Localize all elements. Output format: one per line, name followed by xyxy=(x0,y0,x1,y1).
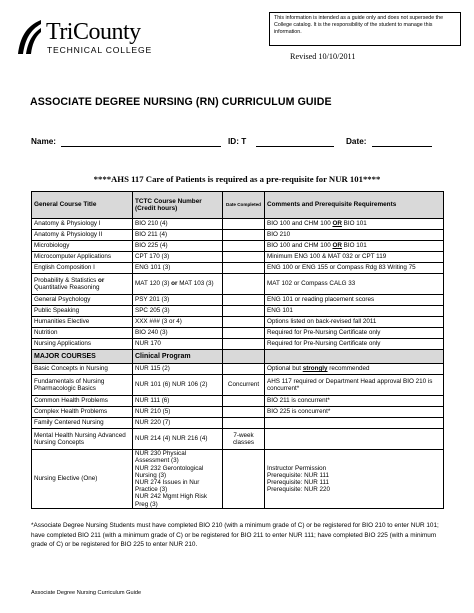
elective-comment: Instructor Permission xyxy=(267,464,327,472)
section-title: MAJOR COURSES xyxy=(32,350,133,364)
comments-cell xyxy=(265,295,444,306)
elective-comment: Prerequisite: NUR 111 xyxy=(267,479,330,487)
nursing-elective-row xyxy=(32,450,444,509)
text-part: strongly xyxy=(302,365,328,373)
date-completed-cell[interactable] xyxy=(223,219,265,230)
date-completed-cell[interactable] xyxy=(223,339,265,350)
header-comments: Comments and Prerequisite Requirements xyxy=(265,192,444,219)
date-label: Date: xyxy=(346,137,367,146)
comments-cell xyxy=(265,219,444,230)
elective-option: NUR 232 Gerontological Nursing (3) xyxy=(135,464,204,479)
course-title: Complex Health Problems xyxy=(32,407,133,418)
comments-cell xyxy=(265,306,444,317)
elective-comments-cell xyxy=(265,450,444,509)
course-number: CPT 170 (3) xyxy=(133,252,223,263)
course-number: SPC 205 (3) xyxy=(133,306,223,317)
text-part: MAT 103 (3) xyxy=(177,280,214,288)
revised-date: Revised 10/10/2011 xyxy=(290,52,356,61)
table-row xyxy=(32,252,444,263)
date-completed-cell[interactable] xyxy=(223,418,265,429)
prerequisite-note: ****AHS 117 Care of Patients is required as a pre-requisite for NUR 101**** xyxy=(93,174,381,184)
course-title: Anatomy & Physiology I xyxy=(32,219,133,230)
course-title: Microcomputer Applications xyxy=(32,252,133,263)
header-date-completed: Date Completed xyxy=(223,192,265,219)
table-row xyxy=(32,219,444,230)
date-completed-cell[interactable] xyxy=(223,306,265,317)
comments-cell xyxy=(265,429,444,450)
course-title: Common Health Problems xyxy=(32,396,133,407)
comments-cell xyxy=(265,375,444,396)
comments-cell xyxy=(265,328,444,339)
text-part: or xyxy=(171,280,178,288)
elective-comment: Prerequisite: NUR 111 xyxy=(267,471,330,479)
table-row xyxy=(32,241,444,252)
text-part: recommended xyxy=(327,365,370,373)
logo-subtitle: TECHNICAL COLLEGE xyxy=(47,45,152,55)
name-field[interactable] xyxy=(61,146,221,147)
table-row xyxy=(32,339,444,350)
course-number: BIO 210 (4) xyxy=(133,219,223,230)
elective-comment: Prerequisite: NUR 220 xyxy=(267,486,330,494)
course-title: Anatomy & Physiology II xyxy=(32,230,133,241)
comments-cell xyxy=(265,396,444,407)
course-number: NUR 101 (6) NUR 106 (2) xyxy=(133,375,223,396)
date-completed-cell[interactable] xyxy=(223,263,265,274)
comments-cell xyxy=(265,252,444,263)
date-completed-cell[interactable]: Concurrent xyxy=(223,375,265,396)
comments-cell xyxy=(265,407,444,418)
date-completed-cell[interactable]: 7-week classes xyxy=(223,429,265,450)
page-title: ASSOCIATE DEGREE NURSING (RN) CURRICULUM GUIDE xyxy=(30,96,332,108)
comments-cell xyxy=(265,418,444,429)
course-title xyxy=(32,274,133,295)
curriculum-table xyxy=(31,191,444,509)
course-title: Mental Health Nursing Advanced Nursing Concepts xyxy=(32,429,133,450)
section-empty xyxy=(265,350,444,364)
elective-option: NUR 274 Issues in Nur Practice (3) xyxy=(135,479,200,494)
text-part: Required for Pre-Nursing Certificate only xyxy=(267,340,381,348)
page-footer: Associate Degree Nursing Curriculum Guide xyxy=(31,590,142,596)
text-part: Probability & Statistics xyxy=(34,276,99,284)
date-completed-cell[interactable] xyxy=(223,274,265,295)
id-label: ID: T xyxy=(228,137,247,146)
text-part: BIO 211 is concurrent* xyxy=(267,397,330,405)
table-row xyxy=(32,429,444,450)
date-completed-cell[interactable] xyxy=(223,364,265,375)
text-part: Options listed on back-revised fall 2011 xyxy=(267,318,377,326)
table-row xyxy=(32,317,444,328)
date-completed-cell[interactable] xyxy=(223,317,265,328)
course-title: Nutrition xyxy=(32,328,133,339)
text-part: Optional but xyxy=(267,365,303,373)
elective-options-cell xyxy=(133,450,223,509)
date-completed-cell[interactable] xyxy=(223,295,265,306)
date-completed-cell[interactable] xyxy=(223,328,265,339)
course-title: Microbiology xyxy=(32,241,133,252)
table-header-row xyxy=(32,192,444,219)
table-row xyxy=(32,418,444,429)
text-part: OR xyxy=(332,220,342,228)
table-row xyxy=(32,396,444,407)
comments-cell xyxy=(265,364,444,375)
course-number: NUR 214 (4) NUR 216 (4) xyxy=(133,429,223,450)
logo-name: TriCounty xyxy=(46,19,141,45)
footnote: *Associate Degree Nursing Students must have completed BIO 210 (with a minimum grade of C) or be registered for BIO 210 to enter NUR 101; have completed BIO 211 (with a minimum grade of C) or be registered for BIO 211 to enter NUR 111; have completed BIO 225 (with a minimum grade of C) or be registered for BIO 225 to enter NUR 210. xyxy=(31,522,439,549)
section-subtitle: Clinical Program xyxy=(133,350,223,364)
course-number: BIO 240 (3) xyxy=(133,328,223,339)
date-field[interactable] xyxy=(372,146,432,147)
course-number: NUR 220 (7) xyxy=(133,418,223,429)
section-empty xyxy=(223,350,265,364)
table-row xyxy=(32,295,444,306)
text-part: OR xyxy=(332,242,342,250)
course-number: NUR 170 xyxy=(133,339,223,350)
comments-cell xyxy=(265,241,444,252)
comments-cell xyxy=(265,263,444,274)
table-row xyxy=(32,306,444,317)
course-title: Humanities Elective xyxy=(32,317,133,328)
name-label: Name: xyxy=(31,137,57,146)
comments-cell xyxy=(265,230,444,241)
date-completed-cell[interactable] xyxy=(223,230,265,241)
text-part: or xyxy=(98,276,105,284)
id-field[interactable] xyxy=(256,146,334,147)
text-part: MAT 120 (3) xyxy=(135,280,172,288)
text-part: BIO 101 xyxy=(341,242,367,250)
course-title: Basic Concepts in Nursing xyxy=(32,364,133,375)
major-courses-section-row xyxy=(32,350,444,364)
college-logo xyxy=(14,18,164,62)
comments-cell xyxy=(265,339,444,350)
course-number: NUR 210 (5) xyxy=(133,407,223,418)
course-title: Family Centered Nursing xyxy=(32,418,133,429)
text-part: BIO 225 is concurrent* xyxy=(267,408,331,416)
course-title: Public Speaking xyxy=(32,306,133,317)
text-part: ENG 100 or ENG 155 or Compass Rdg 83 Writing 75 xyxy=(267,264,416,272)
text-part: BIO 100 and CHM 100 xyxy=(267,220,333,228)
logo-swoosh-icon xyxy=(14,18,44,56)
course-title: General Psychology xyxy=(32,295,133,306)
table-row xyxy=(32,263,444,274)
table-row xyxy=(32,407,444,418)
table-row xyxy=(32,328,444,339)
course-number: NUR 111 (6) xyxy=(133,396,223,407)
course-title: Nursing Elective (One) xyxy=(32,450,133,509)
course-number: BIO 211 (4) xyxy=(133,230,223,241)
text-part: BIO 100 and CHM 100 xyxy=(267,242,333,250)
table-row xyxy=(32,230,444,241)
text-part: MAT 102 or Compass CALG 33 xyxy=(267,280,356,288)
elective-option: NUR 242 Mgmt High Risk Preg (3) xyxy=(135,493,208,508)
table-row xyxy=(32,364,444,375)
comments-cell xyxy=(265,317,444,328)
course-number: PSY 201 (3) xyxy=(133,295,223,306)
header-course-title: General Course Title xyxy=(32,192,133,219)
course-number: NUR 115 (2) xyxy=(133,364,223,375)
course-number: BIO 225 (4) xyxy=(133,241,223,252)
course-number: ENG 101 (3) xyxy=(133,263,223,274)
date-completed-cell[interactable] xyxy=(223,252,265,263)
date-completed-cell[interactable] xyxy=(223,407,265,418)
text-part: Required for Pre-Nursing Certificate only xyxy=(267,329,381,337)
text-part: ENG 101 or reading placement scores xyxy=(267,296,375,304)
course-number: XXX ### (3 or 4) xyxy=(133,317,223,328)
elective-option: NUR 230 Physical Assessment (3) xyxy=(135,450,187,465)
date-completed-cell[interactable] xyxy=(223,241,265,252)
course-title: Nursing Applications xyxy=(32,339,133,350)
text-part: Quantitative Reasoning xyxy=(34,284,100,292)
comments-cell xyxy=(265,274,444,295)
disclaimer-box: This information is intended as a guide only and does not supersede the College catalog. It is the responsibility of the student to manage this information. xyxy=(269,12,461,46)
course-title: English Composition I xyxy=(32,263,133,274)
text-part: BIO 210 xyxy=(267,231,291,239)
table-row xyxy=(32,375,444,396)
date-completed-cell[interactable] xyxy=(223,450,265,509)
date-completed-cell[interactable] xyxy=(223,396,265,407)
text-part: Minimum ENG 100 & MAT 032 or CPT 119 xyxy=(267,253,387,261)
text-part: AHS 117 required or Department Head approval BIO 210 is concurrent* xyxy=(267,377,433,393)
text-part: ENG 101 xyxy=(267,307,293,315)
course-number xyxy=(133,274,223,295)
text-part: BIO 101 xyxy=(341,220,367,228)
table-row xyxy=(32,274,444,295)
course-title: Fundamentals of Nursing Pharmacologic Basics xyxy=(32,375,133,396)
header-course-number: TCTC Course Number (Credit hours) xyxy=(133,192,223,219)
